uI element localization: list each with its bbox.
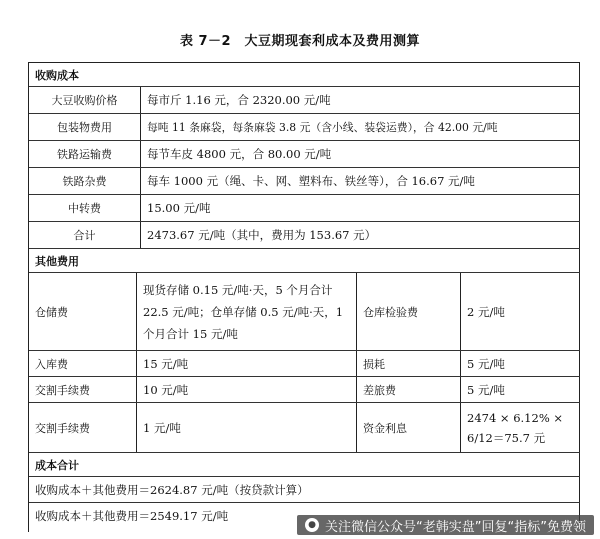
table-row (29, 114, 580, 141)
row-value: 10 元/吨 (137, 377, 357, 402)
section-header: 成本合计 (29, 453, 580, 476)
table-row (29, 477, 580, 503)
row-value: 每市斤 1.16 元，合 2320.00 元/吨 (141, 87, 580, 113)
row-value: 现货存储 0.15 元/吨·天，5 个月合计 22.5 元/吨；仓单存储 0.5 元/吨·天，1 个月合计 15 元/吨 (137, 273, 357, 350)
table-row (29, 168, 580, 195)
total-line: 收购成本＋其他费用＝2624.87 元/吨（按贷款计算） (29, 477, 580, 502)
row-label-2: 仓库检验费 (357, 273, 461, 350)
table-row (29, 273, 580, 351)
row-label: 交割手续费 (29, 377, 137, 402)
row-value: 每吨 11 条麻袋，每条麻袋 3.8 元（含小线、装袋运费），合 42.00 元/吨 (141, 114, 580, 140)
row-label: 铁路运输费 (29, 141, 141, 167)
row-label: 交割手续费 (29, 403, 137, 452)
row-label: 合计 (29, 222, 141, 248)
table-row (29, 141, 580, 168)
row-value: 2473.67 元/吨（其中，费用为 153.67 元） (141, 222, 580, 248)
table-row (29, 195, 580, 222)
row-label: 铁路杂费 (29, 168, 141, 194)
watermark-text: 关注微信公众号“老韩实盘”回复“指标”免费领 (325, 519, 586, 535)
row-value: 15.00 元/吨 (141, 195, 580, 221)
row-label: 仓储费 (29, 273, 137, 350)
row-value-2: 2 元/吨 (461, 273, 580, 350)
row-label: 包装物费用 (29, 114, 141, 140)
table-row (29, 87, 580, 114)
section-row-purchase (29, 63, 580, 87)
row-value: 每节车皮 4800 元，合 80.00 元/吨 (141, 141, 580, 167)
row-label: 中转费 (29, 195, 141, 221)
row-label-2: 资金利息 (357, 403, 461, 452)
watermark-banner (297, 515, 594, 535)
row-value-2: 2474 × 6.12% × 6/12＝75.7 元 (461, 403, 580, 452)
section-row-other (29, 249, 580, 273)
section-row-total (29, 453, 580, 477)
wechat-icon: ● (305, 518, 319, 532)
table-row (29, 377, 580, 403)
row-value-2: 5 元/吨 (461, 377, 580, 402)
row-label: 大豆收购价格 (29, 87, 141, 113)
row-value: 每车 1000 元（绳、卡、网、塑料布、铁丝等），合 16.67 元/吨 (141, 168, 580, 194)
section-header: 其他费用 (29, 249, 580, 272)
row-label: 入库费 (29, 351, 137, 376)
cost-table (28, 62, 580, 532)
table-row (29, 222, 580, 249)
row-value-2: 5 元/吨 (461, 351, 580, 376)
table-title: 表 7－2 大豆期现套利成本及费用测算 (179, 34, 421, 49)
section-header: 收购成本 (29, 63, 580, 86)
row-value: 15 元/吨 (137, 351, 357, 376)
row-label-2: 损耗 (357, 351, 461, 376)
row-value: 1 元/吨 (137, 403, 357, 452)
table-row (29, 351, 580, 377)
table-row (29, 403, 580, 453)
row-label-2: 差旅费 (357, 377, 461, 402)
total-line: 收购成本＋其他费用＝2549.17 元/吨 (29, 503, 580, 529)
